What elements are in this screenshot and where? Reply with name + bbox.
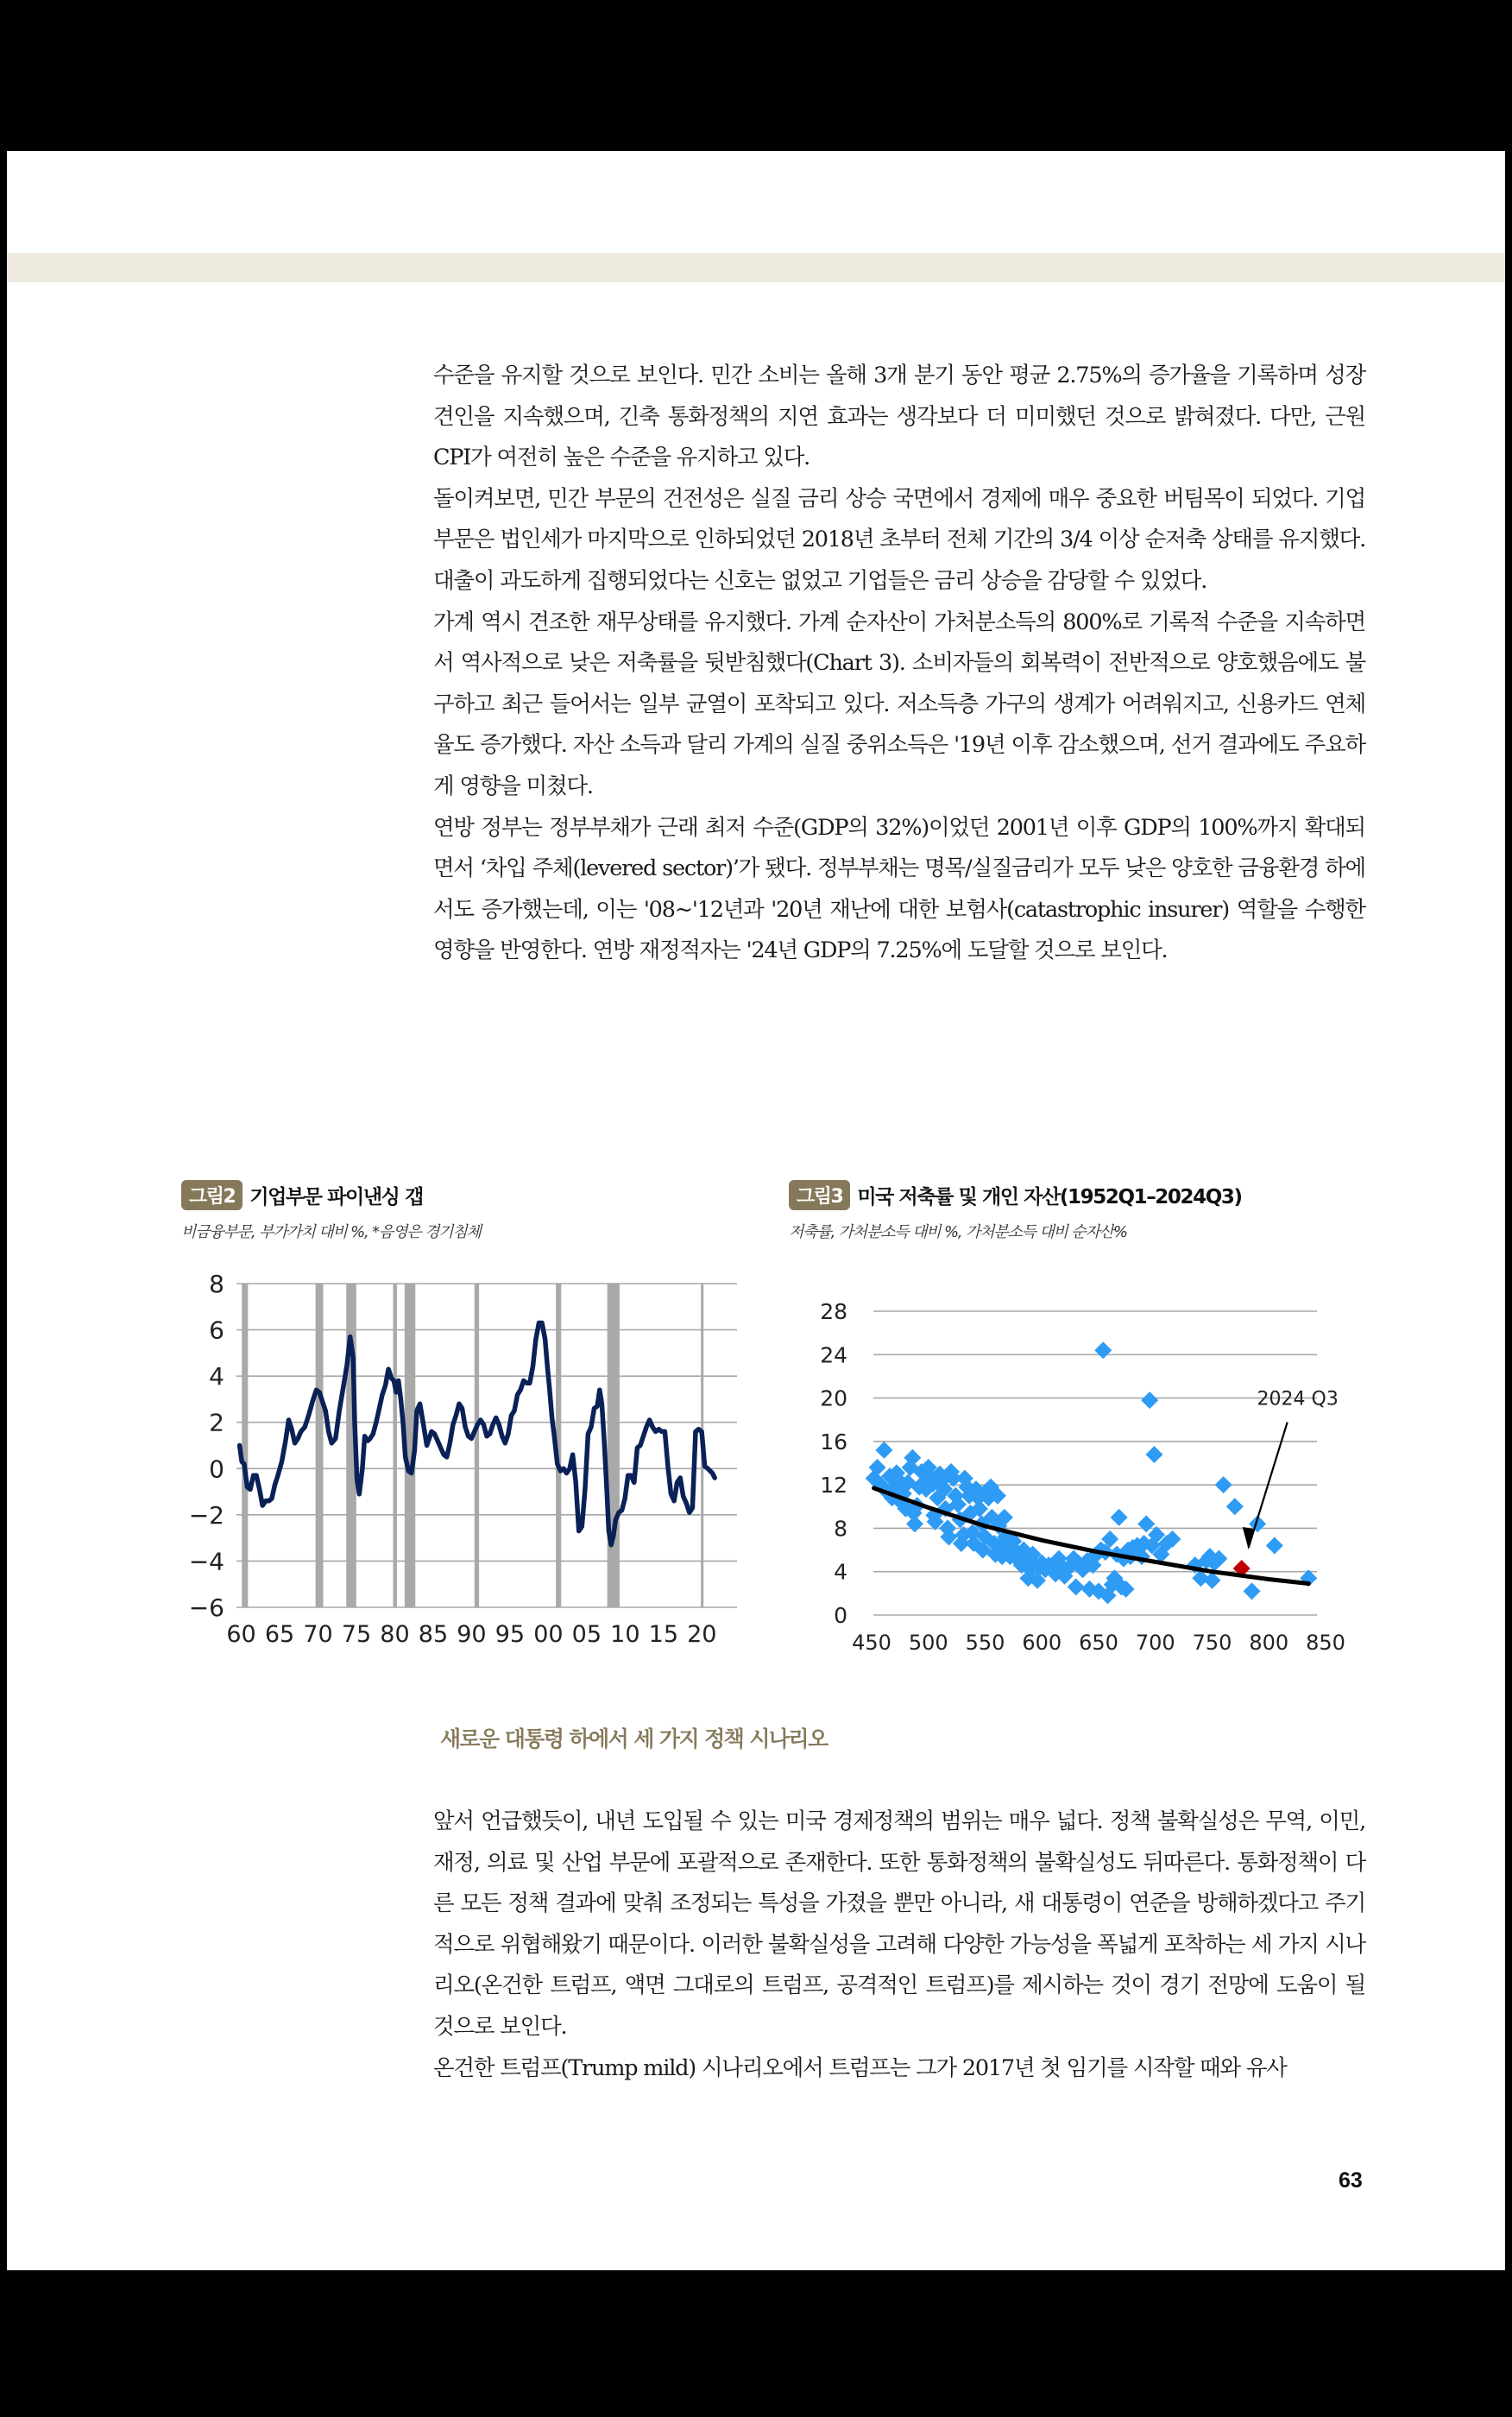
x-tick-label: 60 bbox=[226, 1621, 256, 1648]
x-tick-label: 90 bbox=[457, 1621, 487, 1648]
y-tick-label: 12 bbox=[820, 1473, 847, 1499]
figure2-subtitle: 비금융부문, 부가가치 대비 %, *음영은 경기침체 bbox=[181, 1223, 481, 1241]
scatter-point bbox=[1145, 1446, 1162, 1463]
y-tick-label: −6 bbox=[188, 1593, 224, 1622]
x-tick-label: 450 bbox=[852, 1631, 891, 1655]
x-tick-label: 650 bbox=[1079, 1631, 1118, 1655]
y-tick-label: 4 bbox=[209, 1362, 224, 1392]
recession-band bbox=[316, 1284, 324, 1607]
x-tick-label: 15 bbox=[648, 1621, 679, 1648]
scatter-point bbox=[1094, 1341, 1112, 1359]
paragraph: 연방 정부는 정부부채가 근래 최저 수준(GDP의 32%)이었던 2001년 이후 GDP의 100%까지 확대되면서 ‘차입 주체(levered sector)’가 됐다. 정부부채는 명목/실질금리가 모두 낮은 양호한 금융환경 하에서도 증가했는데, 이는 '08~'12년과 '20년 재난에 대한 보험사(catastrophic insurer) 역할을 수행한 영향을 반영한다. 연방 재정적자는 '24년 GDP의 7.25%에 도달할 것으로 보인다. bbox=[433, 814, 1365, 964]
scatter-point bbox=[1244, 1582, 1261, 1600]
figure2-header bbox=[181, 1180, 423, 1210]
figure2-badge: 그림2 bbox=[181, 1180, 243, 1210]
paragraph: 앞서 언급했듯이, 내년 도입될 수 있는 미국 경제정책의 범위는 매우 넓다. 정책 불확실성은 무역, 이민, 재정, 의료 및 산업 부문에 포괄적으로 존재한다. 또한 통화정책의 불확실성도 뒤따른다. 통화정책이 다른 모든 정책 결과에 맞춰 조정되는 특성을 가졌을 뿐만 아니라, 새 대통령이 연준을 방해하겠다고 주기적으로 위협해왔기 때문이다. 이러한 불확실성을 고려해 다양한 가능성을 폭넓게 포착하는 세 가지 시나리오(온건한 트럼프, 액면 그대로의 트럼프, 공격적인 트럼프)를 제시하는 것이 경기 전망에 도움이 될 것으로 보인다. bbox=[433, 1808, 1365, 2040]
x-tick-label: 85 bbox=[418, 1621, 449, 1648]
paragraph: 가계 역시 견조한 재무상태를 유지했다. 가계 순자산이 가처분소득의 800%로 기록적 수준을 지속하면서 역사적으로 낮은 저축률을 뒷받침했다(Chart 3). 소비자들의 회복력이 전반적으로 양호했음에도 불구하고 최근 들어서는 일부 균열이 포착되고 있다. 저소득층 가구의 생계가 어려워지고, 신용카드 연체율도 증가했다. 자산 소득과 달리 가계의 실질 중위소득은 '19년 이후 감소했으며, 선거 결과에도 주요하게 영향을 미쳤다. bbox=[433, 609, 1366, 799]
financing-gap-line-chart bbox=[173, 1260, 759, 1657]
body-text-bottom bbox=[433, 1802, 1365, 2089]
x-tick-label: 750 bbox=[1192, 1631, 1232, 1655]
paragraph: 돌이켜보면, 민간 부문의 건전성은 실질 금리 상승 국면에서 경제에 매우 중요한 버팀목이 되었다. 기업부문은 법인세가 마지막으로 인하되었던 2018년 초부터 전체 기간의 3/4 이상 순저축 상태를 유지했다. 대출이 과도하게 집행되었다는 신호는 없었고 기업들은 금리 상승을 감당할 수 있었다. bbox=[433, 485, 1365, 594]
y-tick-label: 8 bbox=[209, 1270, 224, 1298]
page-number: 63 bbox=[1339, 2168, 1363, 2193]
scatter-point bbox=[1137, 1515, 1155, 1532]
x-tick-label: 75 bbox=[341, 1621, 372, 1648]
recession-band bbox=[242, 1284, 248, 1607]
x-tick-label: 500 bbox=[908, 1631, 948, 1655]
y-tick-label: 4 bbox=[834, 1559, 847, 1585]
scatter-point bbox=[1226, 1498, 1244, 1515]
header-band bbox=[7, 253, 1505, 282]
x-tick-label: 20 bbox=[687, 1621, 717, 1648]
x-tick-label: 65 bbox=[264, 1621, 295, 1648]
paragraph: 수준을 유지할 것으로 보인다. 민간 소비는 올해 3개 분기 동안 평균 2.75%의 증가율을 기록하며 성장 견인을 지속했으며, 긴축 통화정책의 지연 효과는 생각보다 더 미미했던 것으로 밝혀졌다. 다만, 근원 CPI가 여전히 높은 수준을 유지하고 있다. bbox=[433, 363, 1365, 471]
scatter-point bbox=[1266, 1537, 1283, 1555]
figure3-badge: 그림3 bbox=[789, 1180, 850, 1210]
x-tick-label: 05 bbox=[571, 1621, 602, 1648]
recession-band bbox=[475, 1284, 479, 1607]
document-page bbox=[7, 151, 1505, 2270]
figure3-header bbox=[789, 1180, 1242, 1210]
body-text-top bbox=[433, 356, 1365, 972]
scatter-point bbox=[875, 1442, 892, 1459]
figure2-title: 기업부문 파이낸싱 갭 bbox=[249, 1186, 423, 1208]
x-tick-label: 00 bbox=[533, 1621, 564, 1648]
x-tick-label: 70 bbox=[303, 1621, 333, 1648]
x-tick-label: 850 bbox=[1306, 1631, 1345, 1655]
x-tick-label: 550 bbox=[965, 1631, 1005, 1655]
x-tick-label: 600 bbox=[1022, 1631, 1062, 1655]
x-tick-label: 800 bbox=[1249, 1631, 1289, 1655]
x-tick-label: 700 bbox=[1135, 1631, 1175, 1655]
y-tick-label: 0 bbox=[834, 1603, 847, 1628]
x-tick-label: 10 bbox=[610, 1621, 640, 1648]
y-tick-label: 20 bbox=[820, 1385, 847, 1411]
y-tick-label: 0 bbox=[209, 1455, 224, 1484]
y-tick-label: 16 bbox=[820, 1429, 847, 1455]
y-tick-label: −2 bbox=[188, 1500, 224, 1530]
annotation-label: 2024 Q3 bbox=[1257, 1388, 1339, 1410]
recession-band bbox=[608, 1284, 620, 1607]
y-tick-label: −4 bbox=[188, 1547, 224, 1576]
recession-band bbox=[393, 1284, 396, 1607]
y-tick-label: 24 bbox=[820, 1342, 847, 1368]
paragraph: 온건한 트럼프(Trump mild) 시나리오에서 트럼프는 그가 2017년 첫 임기를 시작할 때와 유사 bbox=[433, 2054, 1287, 2081]
figure3-subtitle: 저축률, 가처분소득 대비 %, 가처분소득 대비 순자산% bbox=[789, 1223, 1127, 1241]
scatter-point bbox=[1141, 1392, 1158, 1409]
y-tick-label: 28 bbox=[820, 1299, 847, 1324]
scatter-point bbox=[1111, 1509, 1128, 1526]
y-tick-label: 8 bbox=[834, 1516, 847, 1542]
y-tick-label: 2 bbox=[209, 1408, 224, 1437]
section-heading: 새로운 대통령 하에서 세 가지 정책 시나리오 bbox=[440, 1726, 828, 1751]
scatter-point bbox=[1068, 1578, 1085, 1595]
figure3-title: 미국 저축률 및 개인 자산(1952Q1–2024Q3) bbox=[857, 1186, 1242, 1208]
y-tick-label: 6 bbox=[209, 1316, 224, 1345]
x-tick-label: 95 bbox=[495, 1621, 526, 1648]
scatter-point bbox=[906, 1515, 923, 1532]
savings-networth-scatter-chart bbox=[777, 1269, 1364, 1655]
x-tick-label: 80 bbox=[380, 1621, 410, 1648]
scatter-point bbox=[1215, 1476, 1232, 1493]
